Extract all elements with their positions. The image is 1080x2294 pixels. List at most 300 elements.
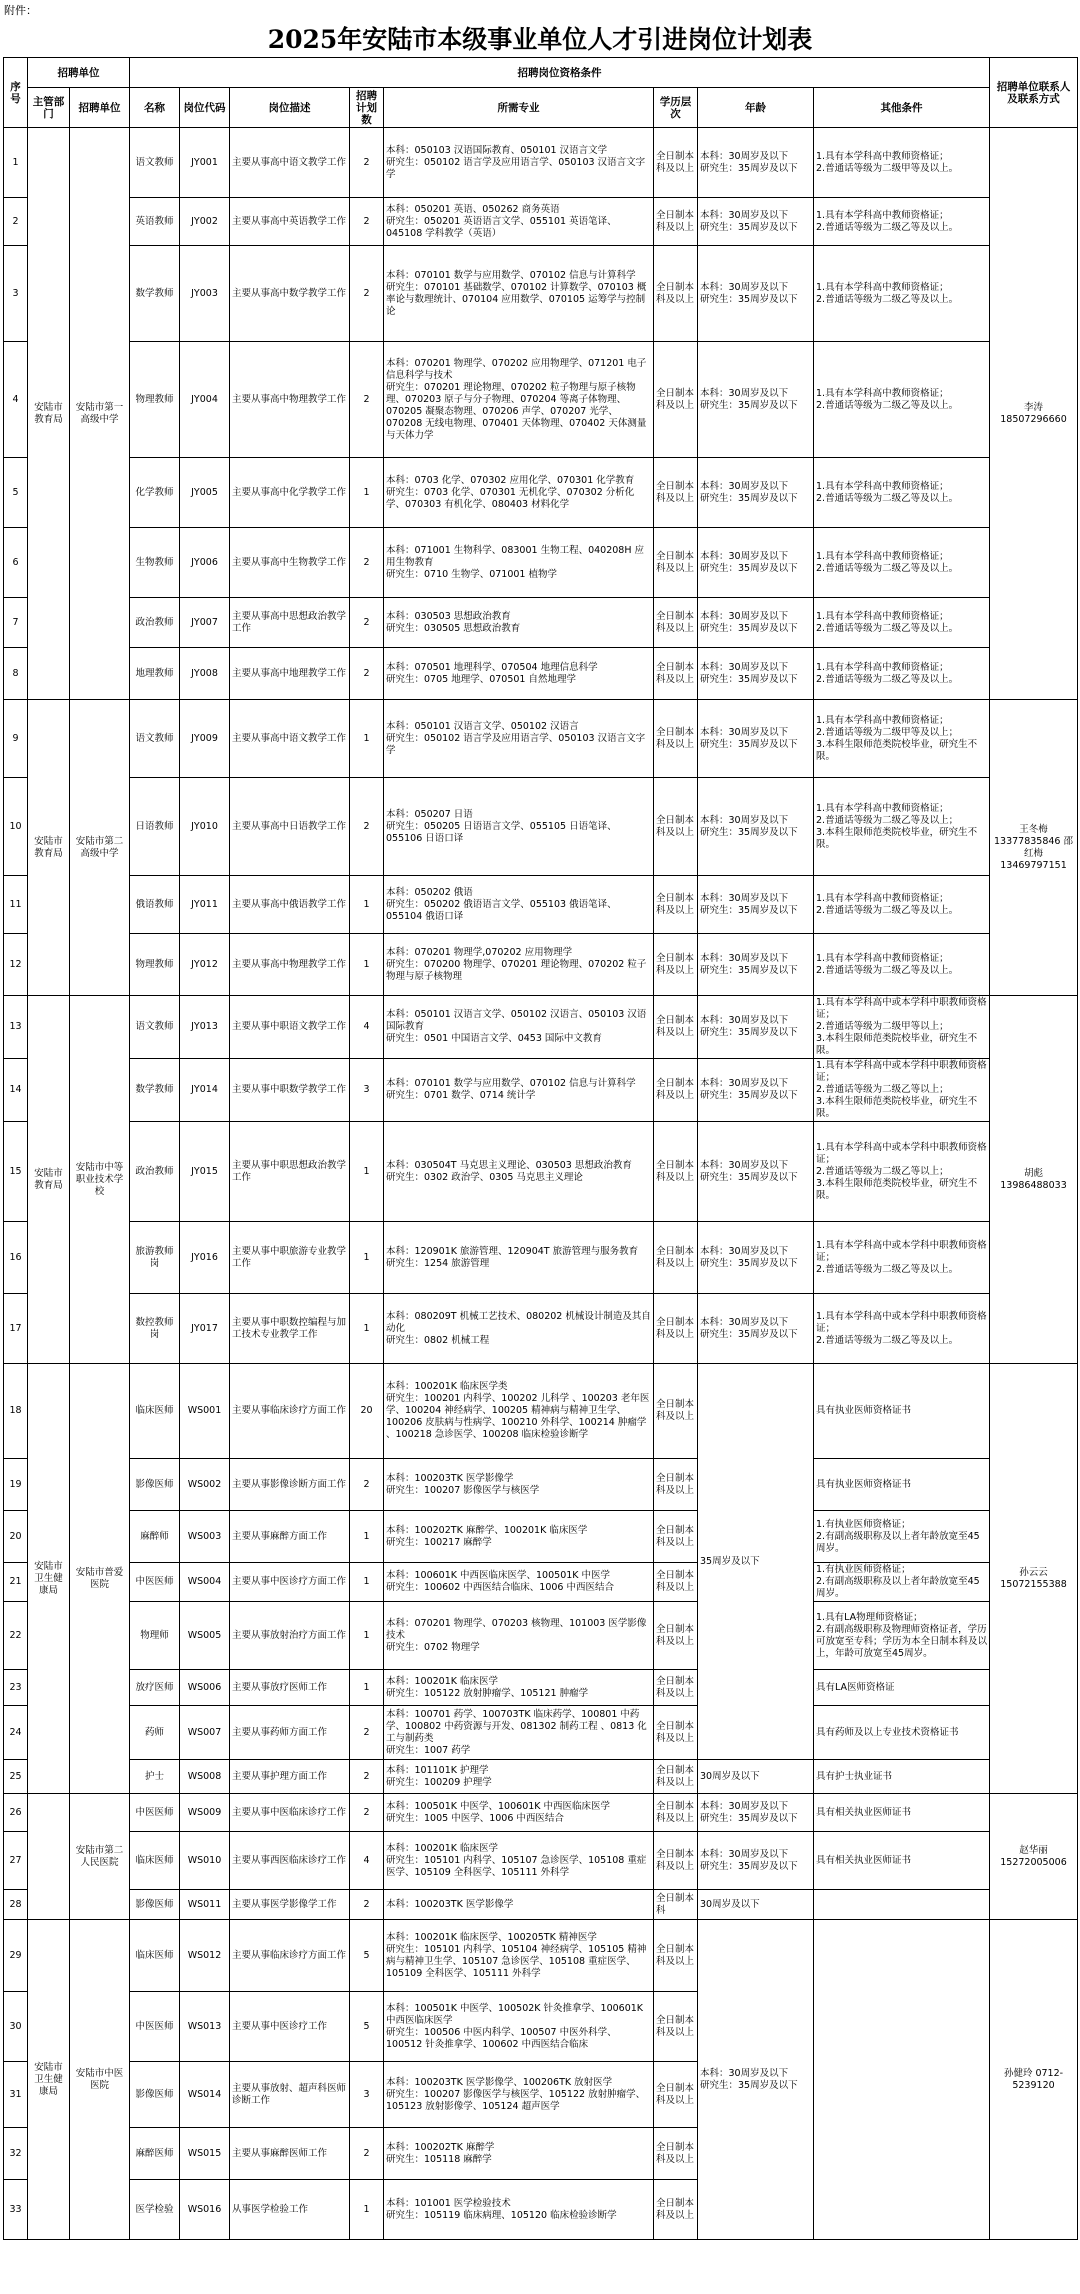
education-level: 全日制本科及以上 [654,1832,698,1890]
position-name: 医学检验 [130,2180,180,2240]
required-major: 本科：100203TK 医学影像学、100206TK 放射医学 研究生：100207 影像医学与核医学、105122 放射肿瘤学、105123 放射影像学、105124 超声医学 [384,2062,654,2128]
other-conditions: 1.具有本学科高中或本学科中职教师资格证； 2.普通话等级为二级乙等及以上。 [814,1222,990,1294]
contact-info: 孙云云 15072155388 [990,1364,1078,1794]
age-requirement: 本科：30周岁及以下 研究生：35周岁及以下 [698,1122,814,1222]
other-conditions: 1.具有本学科高中教师资格证； 2.普通话等级为二级乙等及以上； 3.本科生限师范类院校毕业，研究生不限。 [814,778,990,876]
position-desc: 主要从事高中英语教学工作 [230,198,350,246]
position-code: JY007 [180,598,230,648]
plan-count: 2 [350,246,384,342]
required-major: 本科：100201K 临床医学 研究生：105101 内科学、105107 急诊医学、105108 重症医学、105109 全科医学、105111 外科学 [384,1832,654,1890]
dept-name: 安陆市教育局 [28,700,70,996]
required-major: 本科：100201K 临床医学类 研究生：100201 内科学、100202 儿科学 、100203 老年医学、100204 神经病学、100205 精神病与精神卫生学、100206 皮肤病与性病学、100210 外科学、100214 肿瘤学 、100218 急诊医学、100208 临床检验诊断学 [384,1364,654,1459]
position-name: 中医医师 [130,1563,180,1602]
position-code: JY004 [180,342,230,458]
position-name: 旅游教师岗 [130,1222,180,1294]
plan-count: 1 [350,700,384,778]
education-level: 全日制本科及以上 [654,1364,698,1459]
position-code: WS003 [180,1511,230,1563]
other-conditions: 1.具有本学科高中教师资格证； 2.普通话等级为二级乙等及以上。 [814,198,990,246]
position-code: JY009 [180,700,230,778]
required-major: 本科：030503 思想政治教育 研究生：030505 思想政治教育 [384,598,654,648]
plan-count: 2 [350,528,384,598]
row-number: 6 [4,528,28,598]
required-major: 本科：100203TK 医学影像学 [384,1890,654,1920]
education-level: 全日制本科及以上 [654,1602,698,1670]
position-code: JY015 [180,1122,230,1222]
other-conditions: 1.具有本学科高中教师资格证； 2.普通话等级为二级甲等及以上； 3.本科生限师范类院校毕业，研究生不限。 [814,700,990,778]
position-desc: 主要从事药师方面工作 [230,1706,350,1760]
age-requirement: 30周岁及以下 [698,1760,814,1794]
row-number: 4 [4,342,28,458]
position-name: 政治教师 [130,1122,180,1222]
position-desc: 主要从事高中地理教学工作 [230,648,350,700]
required-major: 本科：100202TK 麻醉学、100201K 临床医学 研究生：100217 麻醉学 [384,1511,654,1563]
page-title: 2025年安陆市本级事业单位人才引进岗位计划表 [267,25,813,54]
position-name: 生物教师 [130,528,180,598]
position-name: 化学教师 [130,458,180,528]
age-requirement: 本科：30周岁及以下 研究生：35周岁及以下 [698,246,814,342]
position-name: 语文教师 [130,128,180,198]
position-code: WS002 [180,1459,230,1511]
table-row [4,700,1078,778]
required-major: 本科：070201 物理学,070202 应用物理学 研究生：070200 物理学、070201 理论物理、070202 粒子物理与原子核物理 [384,934,654,996]
position-desc: 主要从事中医临床诊疗工作 [230,1794,350,1832]
other-conditions: 具有LA医师资格证 [814,1670,990,1706]
table-row [4,648,1078,700]
header-age: 年龄 [698,88,814,128]
table-row [4,1706,1078,1760]
position-name: 护士 [130,1760,180,1794]
table-row [4,598,1078,648]
other-conditions: 1.具有本学科高中教师资格证； 2.普通话等级为二级乙等及以上。 [814,528,990,598]
row-number: 7 [4,598,28,648]
position-code: JY001 [180,128,230,198]
position-desc: 主要从事放疗医师工作 [230,1670,350,1706]
plan-count: 2 [350,1760,384,1794]
education-level: 全日制本科及以上 [654,246,698,342]
position-code: WS009 [180,1794,230,1832]
position-name: 中医医师 [130,1992,180,2062]
header-seq: 序号 [4,58,28,128]
table-row [4,1059,1078,1122]
other-conditions: 1.具有本学科高中或本学科中职教师资格证； 2.普通话等级为二级乙等及以上。 [814,1294,990,1364]
plan-count: 1 [350,934,384,996]
position-code: WS016 [180,2180,230,2240]
position-name: 影像医师 [130,2062,180,2128]
row-number: 8 [4,648,28,700]
other-conditions: 1.具有本学科高中教师资格证； 2.普通话等级为二级乙等及以上。 [814,342,990,458]
position-name: 数控教师岗 [130,1294,180,1364]
row-number: 19 [4,1459,28,1511]
education-level: 全日制本科及以上 [654,2062,698,2128]
education-level: 全日制本科 [654,1890,698,1920]
contact-info: 胡彪 13986488033 [990,996,1078,1364]
plan-count: 5 [350,1920,384,1992]
row-number: 10 [4,778,28,876]
plan-count: 2 [350,598,384,648]
header-unit: 招聘单位 [70,88,130,128]
age-requirement: 本科：30周岁及以下 研究生：35周岁及以下 [698,458,814,528]
education-level: 全日制本科及以上 [654,1563,698,1602]
position-name: 俄语教师 [130,876,180,934]
position-code: WS013 [180,1992,230,2062]
table-row [4,1920,1078,1992]
age-requirement: 本科：30周岁及以下 研究生：35周岁及以下 [698,1920,814,2240]
contact-info: 李涛 18507296660 [990,128,1078,700]
header-dept: 主管部门 [28,88,70,128]
other-conditions: 1.具有本学科高中教师资格证； 2.普通话等级为二级乙等及以上。 [814,648,990,700]
plan-count: 2 [350,1459,384,1511]
position-code: WS007 [180,1706,230,1760]
contact-info: 王冬梅 13377835846 邵红梅 13469797151 [990,700,1078,996]
required-major: 本科：030504T 马克思主义理论、030503 思想政治教育 研究生：0302 政治学、0305 马克思主义理论 [384,1122,654,1222]
other-conditions: 1.具有本学科高中教师资格证； 2.普通话等级为二级乙等及以上。 [814,934,990,996]
dept-name: 安陆市教育局 [28,128,70,700]
age-requirement: 本科：30周岁及以下 研究生：35周岁及以下 [698,1832,814,1890]
plan-count: 2 [350,2128,384,2180]
position-name: 临床医师 [130,1364,180,1459]
other-conditions: 1.具有本学科高中教师资格证； 2.普通话等级为二级乙等及以上。 [814,598,990,648]
plan-count: 5 [350,1992,384,2062]
position-desc: 主要从事高中语文教学工作 [230,700,350,778]
position-name: 药师 [130,1706,180,1760]
required-major: 本科：070501 地理科学、070504 地理信息科学 研究生：0705 地理学、070501 自然地理学 [384,648,654,700]
position-name: 语文教师 [130,700,180,778]
recruitment-table [3,57,1078,2240]
education-level: 全日制本科及以上 [654,1670,698,1706]
plan-count: 1 [350,1222,384,1294]
header-major: 所需专业 [384,88,654,128]
row-number: 1 [4,128,28,198]
age-requirement: 本科：30周岁及以下 研究生：35周岁及以下 [698,1059,814,1122]
position-code: WS011 [180,1890,230,1920]
header-code: 岗位代码 [180,88,230,128]
age-requirement: 本科：30周岁及以下 研究生：35周岁及以下 [698,1794,814,1832]
plan-count: 2 [350,1794,384,1832]
position-desc: 主要从事临床诊疗方面工作 [230,1364,350,1459]
education-level: 全日制本科及以上 [654,1294,698,1364]
position-code: JY008 [180,648,230,700]
required-major: 本科：100501K 中医学、100502K 针灸推拿学、100601K 中西医临床医学 研究生：100506 中医内科学、100507 中医外科学、100512 针灸推拿学、100602 中西医结合临床 [384,1992,654,2062]
dept-name: 安陆市卫生健康局 [28,1364,70,1794]
row-number: 31 [4,2062,28,2128]
row-number: 18 [4,1364,28,1459]
required-major: 本科：050207 日语 研究生：050205 日语语言文学、055105 日语笔译、055106 日语口译 [384,778,654,876]
position-desc: 主要从事中职数学教学工作 [230,1059,350,1122]
table-row [4,128,1078,198]
header-count: 招聘计划数 [350,88,384,128]
position-desc: 主要从事高中思想政治教学工作 [230,598,350,648]
age-requirement: 本科：30周岁及以下 研究生：35周岁及以下 [698,342,814,458]
position-name: 物理师 [130,1602,180,1670]
education-level: 全日制本科及以上 [654,1222,698,1294]
table-row [4,1832,1078,1890]
position-name: 放疗医师 [130,1670,180,1706]
plan-count: 20 [350,1364,384,1459]
required-major: 本科：101001 医学检验技术 研究生：105119 临床病理、105120 临床检验诊断学 [384,2180,654,2240]
row-number: 32 [4,2128,28,2180]
required-major: 本科：100202TK 麻醉学 研究生：105118 麻醉学 [384,2128,654,2180]
unit-name: 安陆市普爱医院 [70,1364,130,1794]
position-code: WS012 [180,1920,230,1992]
position-name: 政治教师 [130,598,180,648]
row-number: 25 [4,1760,28,1794]
other-conditions: 具有护士执业证书 [814,1760,990,1794]
position-desc: 主要从事西医临床诊疗工作 [230,1832,350,1890]
position-code: JY014 [180,1059,230,1122]
required-major: 本科：050101 汉语言文学、050102 汉语言、050103 汉语国际教育 研究生：0501 中国语言文学、0453 国际中文教育 [384,996,654,1059]
position-desc: 主要从事放射、超声科医师诊断工作 [230,2062,350,2128]
row-number: 23 [4,1670,28,1706]
row-number: 30 [4,1992,28,2062]
other-conditions: 具有相关执业医师证书 [814,1832,990,1890]
age-requirement: 本科：30周岁及以下 研究生：35周岁及以下 [698,1294,814,1364]
position-desc: 主要从事中职语文教学工作 [230,996,350,1059]
table-row [4,342,1078,458]
other-conditions: 1.有执业医师资格证； 2.有副高级职称及以上者年龄放宽至45周岁。 [814,1563,990,1602]
education-level: 全日制本科及以上 [654,648,698,700]
position-desc: 主要从事中职思想政治教学工作 [230,1122,350,1222]
position-desc: 主要从事麻醉医师工作 [230,2128,350,2180]
plan-count: 2 [350,1890,384,1920]
position-code: WS015 [180,2128,230,2180]
position-desc: 主要从事中职旅游专业教学工作 [230,1222,350,1294]
position-desc: 主要从事高中生物教学工作 [230,528,350,598]
position-name: 临床医师 [130,1920,180,1992]
position-desc: 主要从事高中物理教学工作 [230,342,350,458]
position-code: JY003 [180,246,230,342]
table-row [4,934,1078,996]
plan-count: 4 [350,1832,384,1890]
table-row [4,246,1078,342]
header-cond-group: 招聘岗位资格条件 [130,58,990,88]
required-major: 本科：050201 英语、050262 商务英语 研究生：050201 英语语言文学、055101 英语笔译、045108 学科教学（英语） [384,198,654,246]
position-code: WS006 [180,1670,230,1706]
row-number: 26 [4,1794,28,1832]
required-major: 本科：101101K 护理学 研究生：100209 护理学 [384,1760,654,1794]
required-major: 本科：070201 物理学、070202 应用物理学、071201 电子信息科学与技术 研究生：070201 理论物理、070202 粒子物理与原子核物理、070203 原子与分子物理、070204 等离子体物理、070205 凝聚态物理、070206 声学、070207 光学、070208 无线电物理、070401 天体物理、070402 天体测量与天体力学 [384,342,654,458]
position-desc: 主要从事中医诊疗方面工作 [230,1563,350,1602]
education-level: 全日制本科及以上 [654,1794,698,1832]
age-requirement: 本科：30周岁及以下 研究生：35周岁及以下 [698,648,814,700]
dept-name [28,1794,70,1920]
row-number: 13 [4,996,28,1059]
position-code: JY012 [180,934,230,996]
age-requirement: 本科：30周岁及以下 研究生：35周岁及以下 [698,128,814,198]
position-name: 物理教师 [130,934,180,996]
table-row [4,1794,1078,1832]
position-desc: 主要从事高中化学教学工作 [230,458,350,528]
plan-count: 1 [350,1294,384,1364]
plan-count: 2 [350,198,384,246]
plan-count: 1 [350,1563,384,1602]
header-name: 名称 [130,88,180,128]
row-number: 11 [4,876,28,934]
position-desc: 从事医学检验工作 [230,2180,350,2240]
position-desc: 主要从事麻醉方面工作 [230,1511,350,1563]
age-requirement: 本科：30周岁及以下 研究生：35周岁及以下 [698,996,814,1059]
required-major: 本科：080209T 机械工艺技术、080202 机械设计制造及其自动化 研究生：0802 机械工程 [384,1294,654,1364]
table-row [4,876,1078,934]
education-level: 全日制本科及以上 [654,996,698,1059]
position-code: WS005 [180,1602,230,1670]
row-number: 29 [4,1920,28,1992]
education-level: 全日制本科及以上 [654,458,698,528]
required-major: 本科：070201 物理学、070203 核物理、101003 医学影像技术 研究生：0702 物理学 [384,1602,654,1670]
table-body [4,128,1078,2240]
position-name: 麻醉师 [130,1511,180,1563]
plan-count: 1 [350,2180,384,2240]
education-level: 全日制本科及以上 [654,128,698,198]
unit-name: 安陆市第二人民医院 [70,1794,130,1920]
position-desc: 主要从事高中日语教学工作 [230,778,350,876]
age-requirement: 本科：30周岁及以下 研究生：35周岁及以下 [698,598,814,648]
other-conditions: 具有执业医师资格证书 [814,1364,990,1459]
position-name: 临床医师 [130,1832,180,1890]
unit-name: 安陆市第一高级中学 [70,128,130,700]
plan-count: 1 [350,458,384,528]
education-level: 全日制本科及以上 [654,1760,698,1794]
position-desc: 主要从事中职数控编程与加工技术专业教学工作 [230,1294,350,1364]
table-row [4,1459,1078,1511]
table-row [4,996,1078,1059]
table-row [4,1670,1078,1706]
required-major: 本科：071001 生物科学、083001 生物工程、040208H 应用生物教育 研究生：0710 生物学、071001 植物学 [384,528,654,598]
header-other: 其他条件 [814,88,990,128]
education-level: 全日制本科及以上 [654,1459,698,1511]
education-level: 全日制本科及以上 [654,2128,698,2180]
education-level: 全日制本科及以上 [654,2180,698,2240]
row-number: 15 [4,1122,28,1222]
education-level: 全日制本科及以上 [654,1706,698,1760]
position-desc: 主要从事放射治疗方面工作 [230,1602,350,1670]
position-code: WS004 [180,1563,230,1602]
position-desc: 主要从事医学影像学工作 [230,1890,350,1920]
table-row [4,1602,1078,1670]
other-conditions: 1.具有本学科高中教师资格证； 2.普通话等级为二级乙等及以上。 [814,876,990,934]
table-row [4,1890,1078,1920]
education-level: 全日制本科及以上 [654,342,698,458]
other-conditions: 1.具有本学科高中或本学科中职教师资格证； 2.普通话等级为二级乙等以上； 3.本科生限师范类院校毕业，研究生不限。 [814,1059,990,1122]
table-row [4,458,1078,528]
position-desc: 主要从事高中俄语教学工作 [230,876,350,934]
unit-name: 安陆市中等职业技术学校 [70,996,130,1364]
table-row [4,1222,1078,1294]
position-name: 麻醉医师 [130,2128,180,2180]
position-name: 影像医师 [130,1890,180,1920]
other-conditions: 1.具有本学科高中或本学科中职教师资格证； 2.普通话等级为二级乙等以上； 3.本科生限师范类院校毕业，研究生不限。 [814,1122,990,1222]
other-conditions: 1.有执业医师资格证； 2.有副高级职称及以上者年龄放宽至45周岁。 [814,1511,990,1563]
position-code: JY017 [180,1294,230,1364]
row-number: 17 [4,1294,28,1364]
dept-name: 安陆市教育局 [28,996,70,1364]
plan-count: 1 [350,1602,384,1670]
unit-name: 安陆市第二高级中学 [70,700,130,996]
row-number: 14 [4,1059,28,1122]
other-conditions: 1.具有本学科高中教师资格证； 2.普通话等级为二级乙等及以上。 [814,246,990,342]
table-row [4,1294,1078,1364]
plan-count: 3 [350,2062,384,2128]
required-major: 本科：070101 数学与应用数学、070102 信息与计算科学 研究生：070101 基础数学、070102 计算数学、070103 概率论与数理统计、070104 应用数学、070105 运筹学与控制论 [384,246,654,342]
row-number: 28 [4,1890,28,1920]
position-name: 英语教师 [130,198,180,246]
position-name: 语文教师 [130,996,180,1059]
education-level: 全日制本科及以上 [654,700,698,778]
age-requirement: 35周岁及以下 [698,1364,814,1760]
plan-count: 1 [350,1511,384,1563]
age-requirement: 本科：30周岁及以下 研究生：35周岁及以下 [698,528,814,598]
education-level: 全日制本科及以上 [654,598,698,648]
contact-info: 孙健玲 0712-5239120 [990,1920,1078,2240]
position-code: WS010 [180,1832,230,1890]
position-code: JY010 [180,778,230,876]
required-major: 本科：100201K 临床医学 研究生：105122 放射肿瘤学、105121 肿瘤学 [384,1670,654,1706]
row-number: 24 [4,1706,28,1760]
row-number: 21 [4,1563,28,1602]
education-level: 全日制本科及以上 [654,1511,698,1563]
education-level: 全日制本科及以上 [654,1059,698,1122]
education-level: 全日制本科及以上 [654,1992,698,2062]
row-number: 2 [4,198,28,246]
education-level: 全日制本科及以上 [654,778,698,876]
plan-count: 1 [350,876,384,934]
education-level: 全日制本科及以上 [654,876,698,934]
required-major: 本科：100201K 临床医学、100205TK 精神医学 研究生：105101 内科学、105104 神经病学、105105 精神病与精神卫生学、105107 急诊医学、105108 重症医学、105109 全科医学、105111 外科学 [384,1920,654,1992]
header-contact: 招聘单位联系人及联系方式 [990,58,1078,128]
position-desc: 主要从事影像诊断方面工作 [230,1459,350,1511]
position-desc: 主要从事中医诊疗工作 [230,1992,350,2062]
position-desc: 主要从事高中数学教学工作 [230,246,350,342]
age-requirement: 本科：30周岁及以下 研究生：35周岁及以下 [698,876,814,934]
contact-info: 赵华丽 15272005006 [990,1794,1078,1920]
header-desc: 岗位描述 [230,88,350,128]
required-major: 本科：070101 数学与应用数学、070102 信息与计算科学 研究生：0701 数学、0714 统计学 [384,1059,654,1122]
unit-name: 安陆市中医医院 [70,1920,130,2240]
other-conditions: 1.具有LA物理师资格证； 2.有副高级职称及物理师资格证者，学历可放宽至专科；学历为本全日制本科及以上，年龄可放宽至45周岁。 [814,1602,990,1670]
position-desc: 主要从事临床诊疗方面工作 [230,1920,350,1992]
age-requirement: 本科：30周岁及以下 研究生：35周岁及以下 [698,1222,814,1294]
required-major: 本科：050103 汉语国际教育、050101 汉语言文学 研究生：050102 语言学及应用语言学、050103 汉语言文字学 [384,128,654,198]
plan-count: 2 [350,648,384,700]
other-conditions: 具有药师及以上专业技术资格证书 [814,1706,990,1760]
plan-count: 2 [350,342,384,458]
required-major: 本科：120901K 旅游管理、120904T 旅游管理与服务教育 研究生：1254 旅游管理 [384,1222,654,1294]
table-row [4,1760,1078,1794]
table-row [4,1364,1078,1459]
education-level: 全日制本科及以上 [654,198,698,246]
position-desc: 主要从事高中物理教学工作 [230,934,350,996]
row-number: 22 [4,1602,28,1670]
position-code: JY016 [180,1222,230,1294]
row-number: 33 [4,2180,28,2240]
position-code: WS001 [180,1364,230,1459]
position-name: 地理教师 [130,648,180,700]
required-major: 本科：100203TK 医学影像学 研究生：100207 影像医学与核医学 [384,1459,654,1511]
plan-count: 1 [350,1122,384,1222]
row-number: 9 [4,700,28,778]
position-name: 影像医师 [130,1459,180,1511]
dept-name: 安陆市卫生健康局 [28,1920,70,2240]
other-conditions [814,1890,990,1920]
required-major: 本科：100701 药学、100703TK 临床药学、100801 中药学、100802 中药资源与开发、081302 制药工程 、0813 化工与制药类 研究生：1007 药学 [384,1706,654,1760]
table-row [4,1122,1078,1222]
required-major: 本科：100501K 中医学、100601K 中西医临床医学 研究生：1005 中医学、1006 中西医结合 [384,1794,654,1832]
other-conditions: 1.具有本学科高中教师资格证； 2.普通话等级为二级甲等及以上。 [814,128,990,198]
plan-count: 2 [350,778,384,876]
education-level: 全日制本科及以上 [654,1920,698,1992]
position-name: 日语教师 [130,778,180,876]
header-unit-group: 招聘单位 [28,58,130,88]
